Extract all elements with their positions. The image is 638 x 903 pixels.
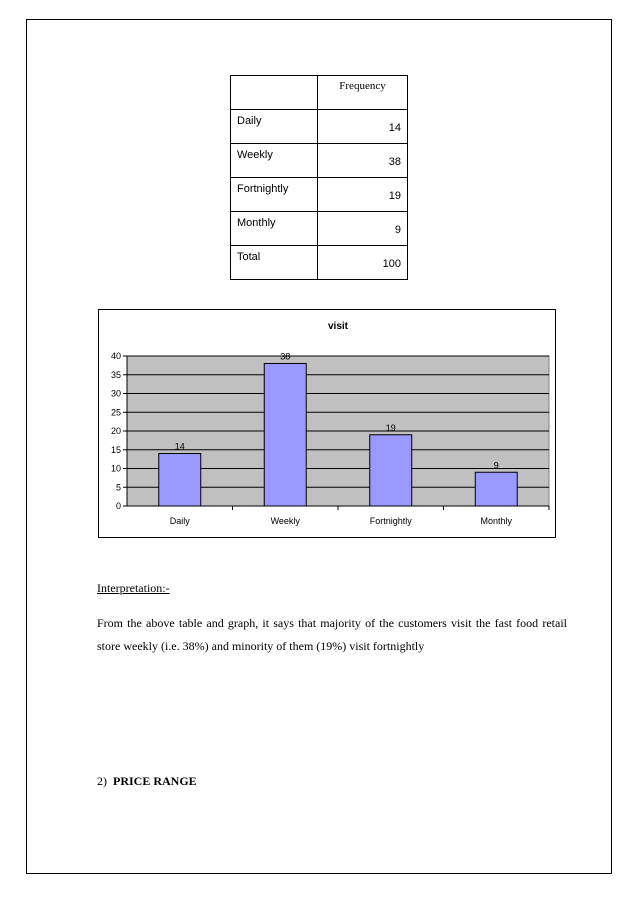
y-tick-label: 40 — [110, 351, 121, 361]
table-row-value: 100 — [318, 246, 408, 280]
table-row-value: 14 — [318, 110, 408, 144]
table-row-label: Fortnightly — [231, 178, 318, 212]
data-label: 38 — [280, 351, 291, 362]
y-tick-label: 5 — [115, 482, 121, 493]
x-tick-label: Weekly — [270, 516, 300, 526]
chart-title: visit — [327, 321, 349, 332]
x-tick-label: Monthly — [480, 516, 513, 526]
y-tick-label: 10 — [110, 463, 121, 474]
bar-daily — [159, 454, 201, 507]
y-tick-label: 0 — [115, 501, 121, 511]
x-tick-label: Daily — [169, 516, 190, 526]
data-label: 14 — [174, 441, 185, 452]
table-row-value: 9 — [318, 212, 408, 246]
table-row-total — [231, 246, 408, 280]
bar-monthly — [475, 472, 517, 506]
bar-weekly — [264, 364, 306, 507]
y-tick-label: 30 — [110, 388, 121, 399]
interpretation-heading: Interpretation:- — [97, 581, 170, 595]
table-row-label: Weekly — [231, 144, 318, 178]
table-row-label: Monthly — [231, 212, 318, 246]
y-tick-label: 20 — [110, 426, 121, 436]
y-tick-label: 35 — [110, 369, 121, 380]
bar-fortnightly — [370, 435, 412, 506]
table-row-value: 38 — [318, 144, 408, 178]
table-row-label: Total — [231, 246, 318, 280]
y-tick-label: 15 — [110, 444, 121, 455]
table-row — [231, 212, 408, 246]
section-number: 2) — [97, 774, 107, 788]
table-corner-cell — [231, 76, 318, 110]
frequency-table — [230, 75, 408, 280]
table-header-frequency: Frequency — [318, 76, 408, 110]
chart-svg — [99, 310, 555, 537]
table-row — [231, 110, 408, 144]
table-row — [231, 178, 408, 212]
interpretation-body: From the above table and graph, it says that majority of the customers visit the fast food retail store weekly (i.e. 38%) and minority of them (19%) visit fortnightly — [97, 616, 567, 653]
section-heading — [97, 774, 197, 789]
section-title: PRICE RANGE — [113, 774, 197, 788]
table-row — [231, 144, 408, 178]
visit-chart — [98, 309, 556, 538]
y-tick-label: 25 — [110, 407, 121, 418]
x-tick-label: Fortnightly — [369, 516, 412, 526]
table-row-label: Daily — [231, 110, 318, 144]
data-label: 9 — [493, 460, 499, 471]
data-label: 19 — [385, 422, 396, 433]
table-row-value: 19 — [318, 178, 408, 212]
